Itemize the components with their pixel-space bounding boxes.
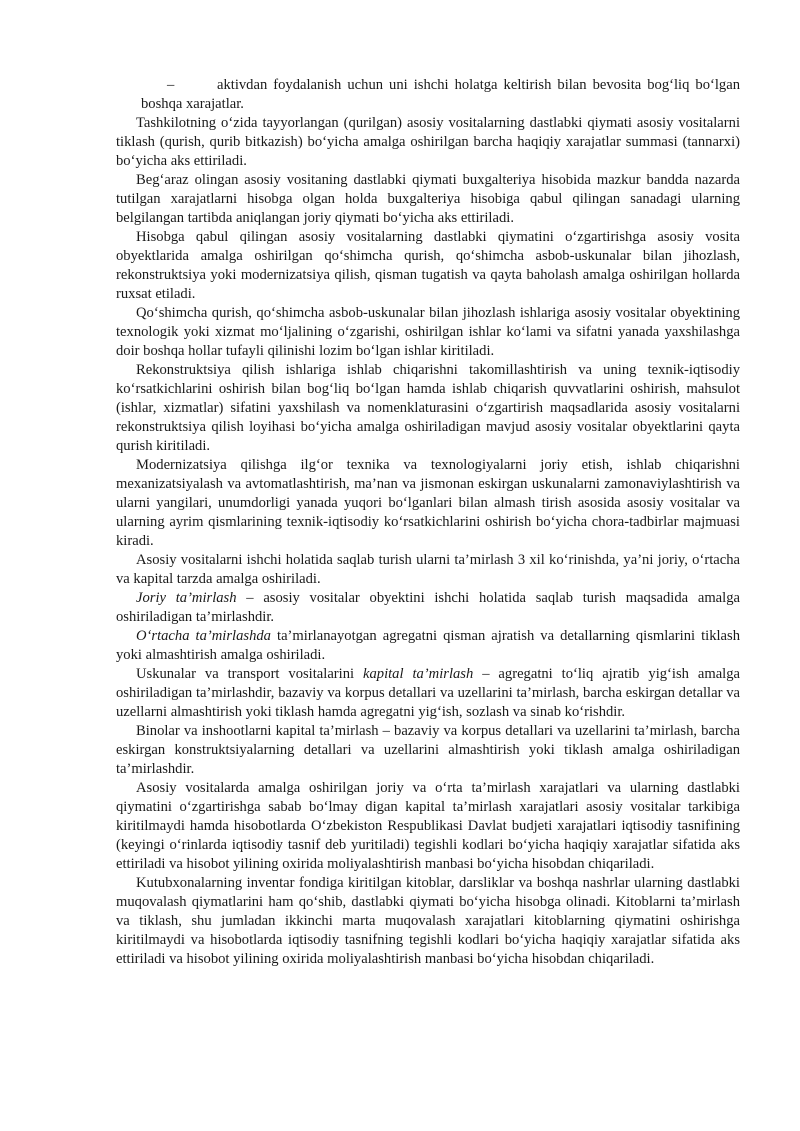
paragraph-text: ta’mirlanayotgan agregatni qisman ajratish va detallarning qismlarini tiklash yoki almashtirish amalga oshiriladi.	[116, 628, 741, 663]
paragraph-text: Hisobga qabul qilingan asosiy vositalarning dastlabki qiymatini o‘zgartirishga asosiy vosita obyektlarida amalga oshirilgan qo‘shimcha qurish, qo‘shimcha asbob-uskunalar bilan jihozlash, rekonstruktsiya yoki modernizatsiya qilish, qisman tugatish va qayta baholash amalga oshirilgan hollarda ruxsat etiladi.	[116, 229, 740, 302]
paragraph-text: Rekonstruktsiya qilish ishlariga ishlab chiqarishni takomillashtirish va uning texnik-iqtisodiy ko‘rsatkichlarini oshirish bilan bog‘liq bo‘lgan hamda ishlab chiqarish quvvatlarini oshirish, mahsulot (ishlar, xizmatlar) sifatini yaxshilash va nomenklaturasini o‘zgartirish maqsadlarida asosiy vositalarni rekonstruktsiya qilish loyihasi bo‘yicha amalga oshiriladigan mavjud asosiy vositalar obyektlarini qayta qurish kiritiladi.	[116, 362, 740, 454]
paragraph-text: Asosiy vositalarni ishchi holatida saqlab turish ularni ta’mirlash 3 xil ko‘rinishda, ya’ni joriy, o‘rtacha va kapital tarzda amalga oshiriladi.	[116, 552, 740, 587]
paragraph	[116, 874, 740, 969]
paragraph	[116, 171, 740, 228]
paragraph	[116, 114, 740, 171]
paragraph	[116, 589, 740, 627]
dash-item-text: aktivdan foydalanish uchun uni ishchi holatga keltirish bilan bevosita bog‘liq bo‘lgan boshqa xarajatlar.	[141, 77, 740, 112]
italic-term: Joriy ta’mirlash	[136, 590, 237, 606]
dash-list-item	[116, 76, 740, 114]
paragraph-text: Modernizatsiya qilishga ilg‘or texnika va texnologiyalarni joriy etish, ishlab chiqarishni mexanizatsiyalash va avtomatlashtirish, ma’nan va jismonan eskirgan uskunalarni zamonaviylashtirish va ularni yangilari, unumdorligi yanada yuqori bo‘lganlari bilan almash tirish asosida asosiy vositalar va ularning ayrim qismlarining texnik-iqtisodiy ko‘rsatkichlarini oshirish bo‘yicha chora-tadbirlar majmuasi kiradi.	[116, 457, 740, 549]
paragraph-text: Kutubxonalarning inventar fondiga kiritilgan kitoblar, darsliklar va boshqa nashrlar ularning dastlabki muqovalash qiymatlarini ham qo‘shib, dastlabki qiymati bo‘yicha hisobga olinadi. Kitoblarni ta’mirlash va tiklash, shu jumladan ikkinchi marta muqovalash xarajatlari kitoblarning qiymatini oshirishga kiritilmaydi va hisobotlarda iqtisodiy tasnifning tegishli kodlari bo‘yicha haqiqiy xarajatlar sifatida aks ettiriladi va hisobot yilining oxirida moliyalashtirish manbasi bo‘yicha hisobdan chiqariladi.	[116, 875, 740, 967]
paragraph	[116, 779, 740, 874]
paragraph-text: – agregatni to‘liq ajratib yig‘ish amalga oshiriladigan ta’mirlashdir, bazaviy va korpus detallari va uzellarini ta’mirlash, barcha eskirgan detallar va uzellarni almashtirish yoki tiklash hamda agregatni yig‘ish, sozlash va sinab ko‘rishdir.	[116, 666, 740, 720]
paragraph-text: Qo‘shimcha qurish, qo‘shimcha asbob-uskunalar bilan jihozlash ishlariga asosiy vositalar obyektining texnologik yoki xizmat mo‘ljalining o‘zgarishi, oshirilgan ishlar ko‘lami va sifatni yanada yaxshilashga doir boshqa hollar tufayli qilinishi lozim bo‘lgan ishlar kiritiladi.	[116, 305, 740, 359]
paragraph	[116, 456, 740, 551]
dash-marker: –	[167, 77, 175, 93]
paragraph	[116, 551, 740, 589]
paragraph-text: Binolar va inshootlarni kapital ta’mirlash – bazaviy va korpus detallari va uzellarini ta’mirlash, barcha eskirgan konstruktsiyalarning detallari va uzellarini almashtirish yoki tiklash amalga oshiriladigan ta’mirlashdir.	[116, 723, 740, 777]
paragraph	[116, 304, 740, 361]
paragraph	[116, 627, 740, 665]
italic-term: O‘rtacha ta’mirlashda	[136, 628, 271, 644]
italic-term: kapital ta’mirlash	[363, 666, 474, 682]
paragraph-text: Uskunalar va transport vositalarini	[136, 666, 363, 682]
paragraph-text: Beg‘araz olingan asosiy vositaning dastlabki qiymati buxgalteriya hisobida mazkur bandda nazarda tutilgan xarajatlarni hisobga olgan holda buxgalteriya hisobiga qabul qilingan sanadagi ularning belgilangan tartibda aniqlangan joriy qiymati bo‘yicha aks ettiriladi.	[116, 172, 740, 226]
paragraph	[116, 361, 740, 456]
paragraph	[116, 228, 740, 304]
paragraph-text: Tashkilotning o‘zida tayyorlangan (qurilgan) asosiy vositalarning dastlabki qiymati asosiy vositalarni tiklash (qurish, qurib bitkazish) bo‘yicha amalga oshirilgan barcha haqiqiy xarajatlar summasi (tannarxi) bo‘yicha aks ettiriladi.	[116, 115, 740, 169]
paragraph-text: Asosiy vositalarda amalga oshirilgan joriy va o‘rta ta’mirlash xarajatlari va ularning dastlabki qiymatini o‘zgartirishga sabab bo‘lmay digan kapital ta’mirlash xarajatlari asosiy vositalar tarkibiga kiritilmaydi hamda hisobotlarda O‘zbekiston Respublikasi Davlat budjeti xarajatlari iqtisodiy tasnifining (keyingi o‘rinlarda iqtisodiy tasnif deb yuritiladi) tegishli kodlari bo‘yicha haqiqiy xarajatlar sifatida aks ettiriladi va hisobot yilining oxirida moliyalashtirish manbasi bo‘yicha hisobdan chiqariladi.	[116, 780, 740, 872]
document-page	[116, 76, 740, 969]
paragraph	[116, 665, 740, 722]
paragraph	[116, 722, 740, 779]
paragraph-text: – asosiy vositalar obyektini ishchi holatida saqlab turish maqsadida amalga oshiriladigan ta’mirlashdir.	[116, 590, 740, 625]
